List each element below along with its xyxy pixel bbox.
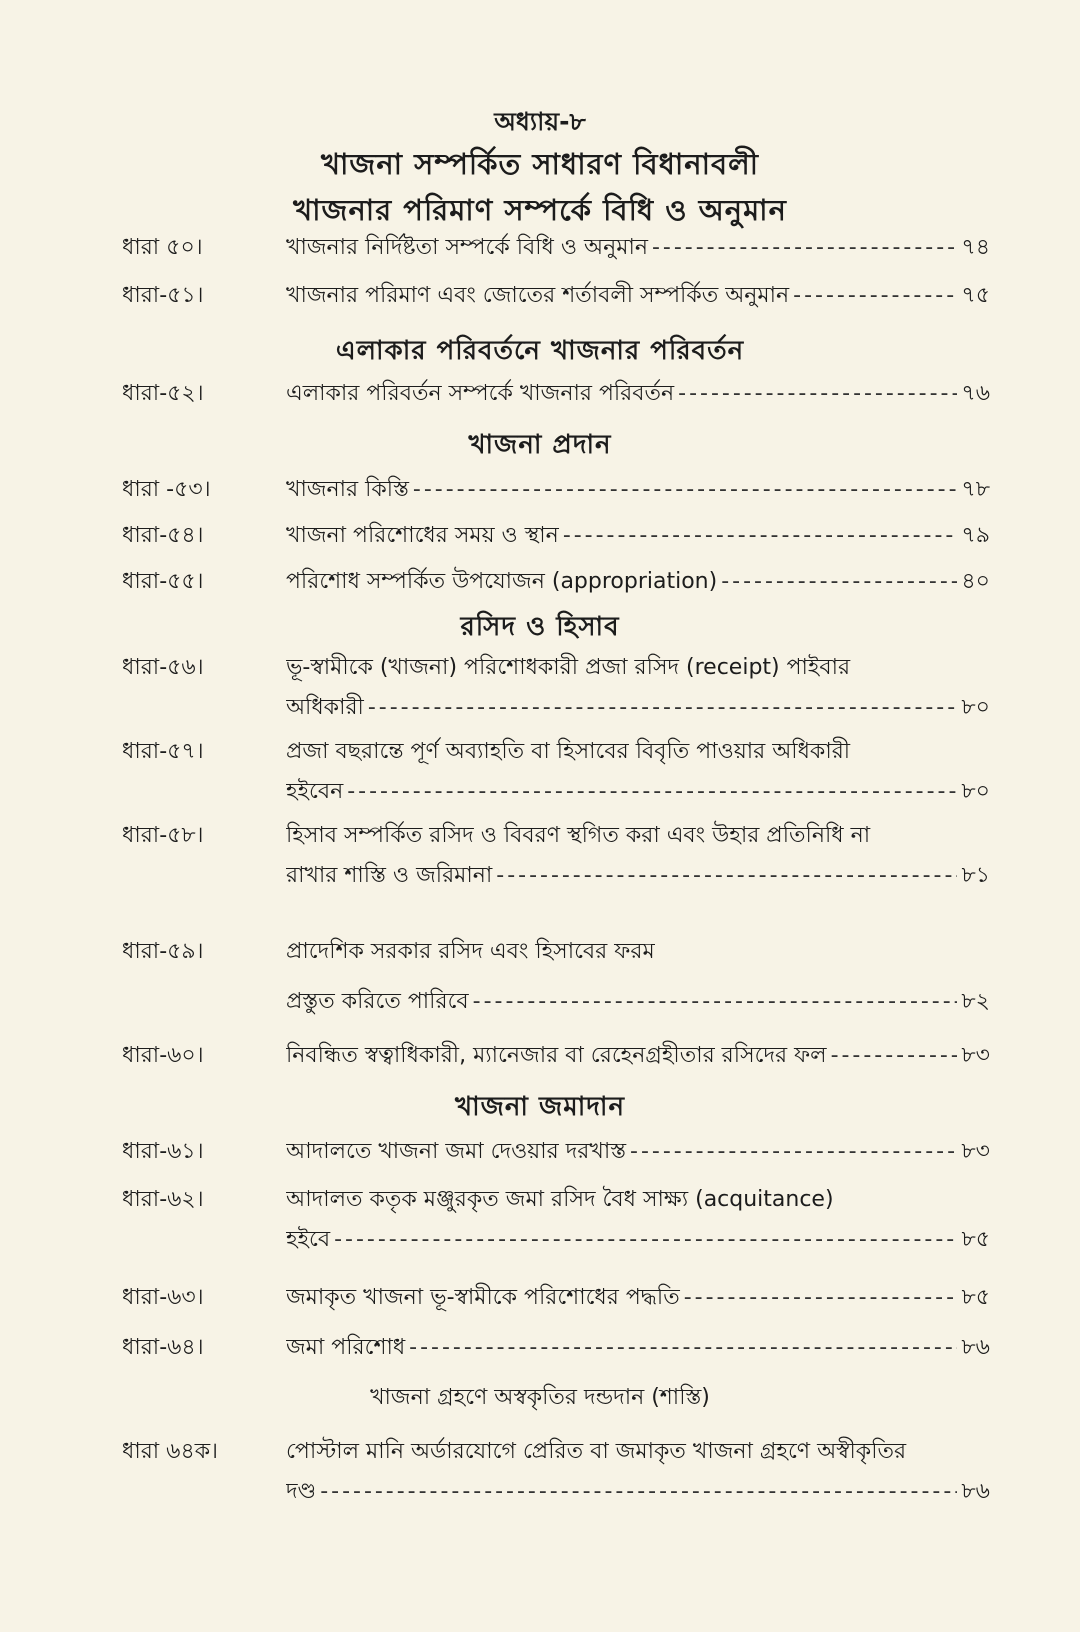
section-heading-rent-payment: খাজনা প্রদান bbox=[468, 430, 612, 460]
page-number: ৮৬ bbox=[961, 1335, 990, 1360]
section-heading-rent-amount: খাজনার পরিমাণ সম্পর্কে বিধি ও অনুমান bbox=[293, 193, 787, 227]
entry-title: হিসাব সম্পর্কিত রসিদ ও বিবরণ স্থগিত করা এবং উহার প্রতিনিধি না bbox=[286, 823, 871, 848]
section-number: ধারা -৫৩। bbox=[122, 477, 211, 502]
toc-entry bbox=[122, 732, 990, 812]
entry-title-continued: হইবে - - - bbox=[286, 1220, 957, 1260]
toc-entry bbox=[122, 1328, 990, 1368]
section-number: ধারা-৫৪। bbox=[122, 523, 204, 548]
page-number: ৭৯ bbox=[961, 523, 990, 548]
entry-title: খাজনার নির্দিষ্টতা সম্পর্কে বিধি ও অনুমান - - - bbox=[286, 228, 957, 268]
page-number: ৮২ bbox=[961, 989, 990, 1014]
entry-title-continued: প্রস্তুত করিতে পারিবে - - - bbox=[286, 982, 957, 1022]
toc-entry bbox=[122, 648, 990, 728]
toc-entry bbox=[122, 276, 990, 316]
toc-entry bbox=[122, 816, 990, 896]
toc-entry bbox=[122, 374, 990, 414]
section-number: ধারা-৫১। bbox=[122, 283, 204, 308]
toc-entry bbox=[122, 932, 990, 1022]
entry-title: খাজনা পরিশোধের সময় ও স্থান - - - bbox=[286, 516, 957, 556]
section-number: ধারা-৬৩। bbox=[122, 1285, 204, 1310]
section-heading-refusal-penalty: খাজনা গ্রহণে অস্বকৃতির দন্ডদান (শাস্তি) bbox=[370, 1385, 710, 1410]
toc-entry bbox=[122, 228, 990, 268]
entry-title-continued: হইবেন - - - bbox=[286, 772, 957, 812]
entry-title-continued: অধিকারী - - - bbox=[286, 688, 957, 728]
page-number: ৮৫ bbox=[961, 1285, 990, 1310]
page-number: ৭৫ bbox=[961, 283, 990, 308]
section-number: ধারা-৫৮। bbox=[122, 823, 204, 848]
entry-title: পরিশোধ সম্পর্কিত উপযোজন (appropriation) - - - bbox=[286, 562, 957, 602]
entry-title-continued: দণ্ড - - - bbox=[286, 1472, 957, 1512]
entry-title: খাজনার কিস্তি - - - bbox=[286, 470, 957, 510]
entry-title: এলাকার পরিবর্তন সম্পর্কে খাজনার পরিবর্তন - - - bbox=[286, 374, 957, 414]
page-number: ৮৩ bbox=[961, 1139, 990, 1164]
entry-title: খাজনার পরিমাণ এবং জোতের শর্তাবলী সম্পর্কিত অনুমান - - - bbox=[286, 276, 957, 316]
entry-title: ভূ-স্বামীকে (খাজনা) পরিশোধকারী প্রজা রসিদ (receipt) পাইবার bbox=[286, 655, 851, 680]
page-number: ৭৮ bbox=[961, 477, 990, 502]
toc-entry bbox=[122, 470, 990, 510]
section-heading-rent-deposit: খাজনা জমাদান bbox=[455, 1092, 625, 1122]
entry-title: আদালতে খাজনা জমা দেওয়ার দরখাস্ত - - - bbox=[286, 1132, 957, 1172]
section-number: ধারা-৫৭। bbox=[122, 739, 204, 764]
section-heading-area-change: এলাকার পরিবর্তনে খাজনার পরিবর্তন bbox=[335, 336, 745, 366]
page-number: ৮১ bbox=[961, 863, 990, 888]
page-number: ৮০ bbox=[961, 779, 990, 804]
entry-title: জমাকৃত খাজনা ভূ-স্বামীকে পরিশোধের পদ্ধতি - - - bbox=[286, 1278, 957, 1318]
toc-entry bbox=[122, 1036, 990, 1076]
section-number: ধারা-৬৪। bbox=[122, 1335, 204, 1360]
section-number: ধারা ৫০। bbox=[122, 235, 203, 260]
section-number: ধারা-৬২। bbox=[122, 1187, 204, 1212]
page-number: ৮৫ bbox=[961, 1227, 990, 1252]
section-number: ধারা-৬০। bbox=[122, 1043, 204, 1068]
toc-entry bbox=[122, 1132, 990, 1172]
entry-title-continued: রাখার শাস্তি ও জরিমানা - - - bbox=[286, 856, 957, 896]
entry-title: প্রজা বছরান্তে পূর্ণ অব্যাহতি বা হিসাবের বিবৃতি পাওয়ার অধিকারী bbox=[286, 739, 851, 764]
section-heading-receipts: রসিদ ও হিসাব bbox=[460, 612, 620, 642]
section-number: ধারা-৬১। bbox=[122, 1139, 204, 1164]
toc-entry bbox=[122, 1180, 990, 1260]
section-number: ধারা-৫৯। bbox=[122, 939, 204, 964]
chapter-title: অধ্যায়-৮ bbox=[494, 107, 586, 136]
page-number: ৭৪ bbox=[961, 235, 990, 260]
section-number: ধারা ৬৪ক। bbox=[122, 1439, 219, 1464]
entry-title: প্রাদেশিক সরকার রসিদ এবং হিসাবের ফরম bbox=[286, 939, 655, 964]
section-number: ধারা-৫৬। bbox=[122, 655, 204, 680]
entry-title: পোস্টাল মানি অর্ডারযোগে প্রেরিত বা জমাকৃত খাজনা গ্রহণে অস্বীকৃতির bbox=[286, 1439, 907, 1464]
section-number: ধারা-৫৫। bbox=[122, 569, 204, 594]
entry-title: নিবন্ধিত স্বত্বাধিকারী, ম্যানেজার বা রেহেনগ্রহীতার রসিদের ফল - - - bbox=[286, 1036, 957, 1076]
page-number: ৮৬ bbox=[961, 1479, 990, 1504]
toc-entry bbox=[122, 1278, 990, 1318]
section-number: ধারা-৫২। bbox=[122, 381, 204, 406]
toc-entry bbox=[122, 1432, 990, 1512]
entry-title: জমা পরিশোধ - - - bbox=[286, 1328, 957, 1368]
page-number: ৮০ bbox=[961, 695, 990, 720]
page-number: ৭৬ bbox=[961, 381, 990, 406]
part-heading: খাজনা সম্পর্কিত সাধারণ বিধানাবলী bbox=[320, 147, 760, 181]
page-number: ৪০ bbox=[961, 569, 990, 594]
toc-entry bbox=[122, 562, 990, 602]
entry-title: আদালত কতৃক মঞ্জুরকৃত জমা রসিদ বৈধ সাক্ষ্য (acquitance) bbox=[286, 1187, 834, 1212]
toc-entry bbox=[122, 516, 990, 556]
page-number: ৮৩ bbox=[961, 1043, 990, 1068]
